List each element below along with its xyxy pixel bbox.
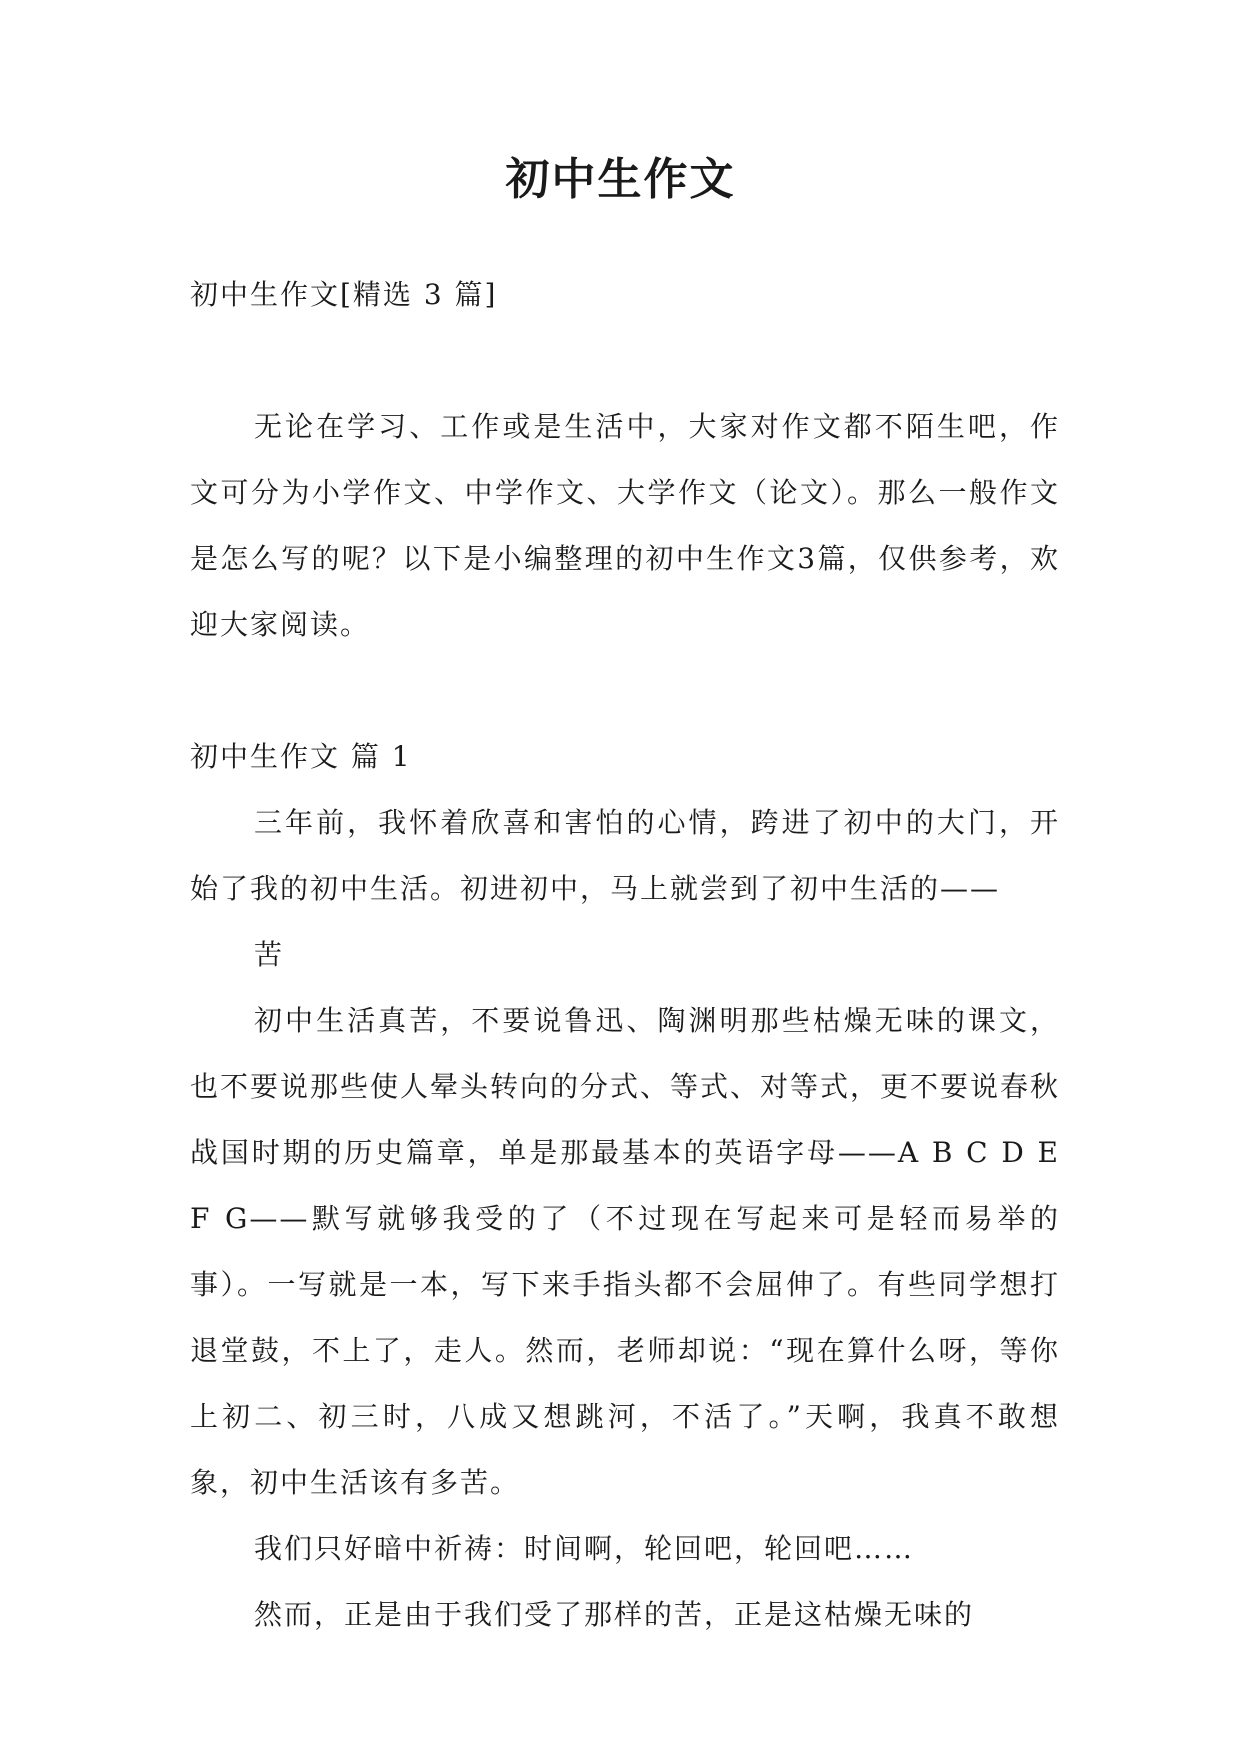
body-paragraph: 我们只好暗中祈祷：时间啊，轮回吧，轮回吧……: [254, 1532, 915, 1565]
body-paragraph: 初中生活真苦，不要说鲁迅、陶渊明那些枯燥无味的课文，也不要说那些使人晕头转向的分式、等式、对等式，更不要说春秋战国时期的历史篇章，单是那最基本的英语字母——A B C D E F G——默写就够我受的了（不过现在写起来可是轻而易举的事）。一写就是一本，写下来手指头都不会屈伸了。有些同学想打退堂鼓，不上了，走人。然而，老师却说：“现在算什么呀，等你上初二、初三时，八成又想跳河，不活了。”天啊，我真不敢想象，初中生活该有多苦。: [190, 1004, 1061, 1499]
body-paragraph: 三年前，我怀着欣喜和害怕的心情，跨进了初中的大门，开始了我的初中生活。初进初中，马上就尝到了初中生活的——: [190, 806, 1060, 905]
spacer: [190, 328, 1060, 394]
body-paragraph: 然而，正是由于我们受了那样的苦，正是这枯燥无味的: [254, 1598, 975, 1631]
intro-paragraph: 无论在学习、工作或是生活中，大家对作文都不陌生吧，作文可分为小学作文、中学作文、大学作文（论文）。那么一般作文是怎么写的呢？以下是小编整理的初中生作文3篇，仅供参考，欢迎大家阅读。: [190, 410, 1060, 641]
body-paragraph: 苦: [254, 938, 285, 971]
document-body: [190, 262, 1060, 1648]
section-heading: 初中生作文 篇 1: [190, 740, 412, 773]
document-title: 初中生作文: [505, 154, 736, 205]
document-subtitle: 初中生作文[精选 3 篇]: [190, 278, 498, 311]
spacer: [190, 658, 1060, 724]
